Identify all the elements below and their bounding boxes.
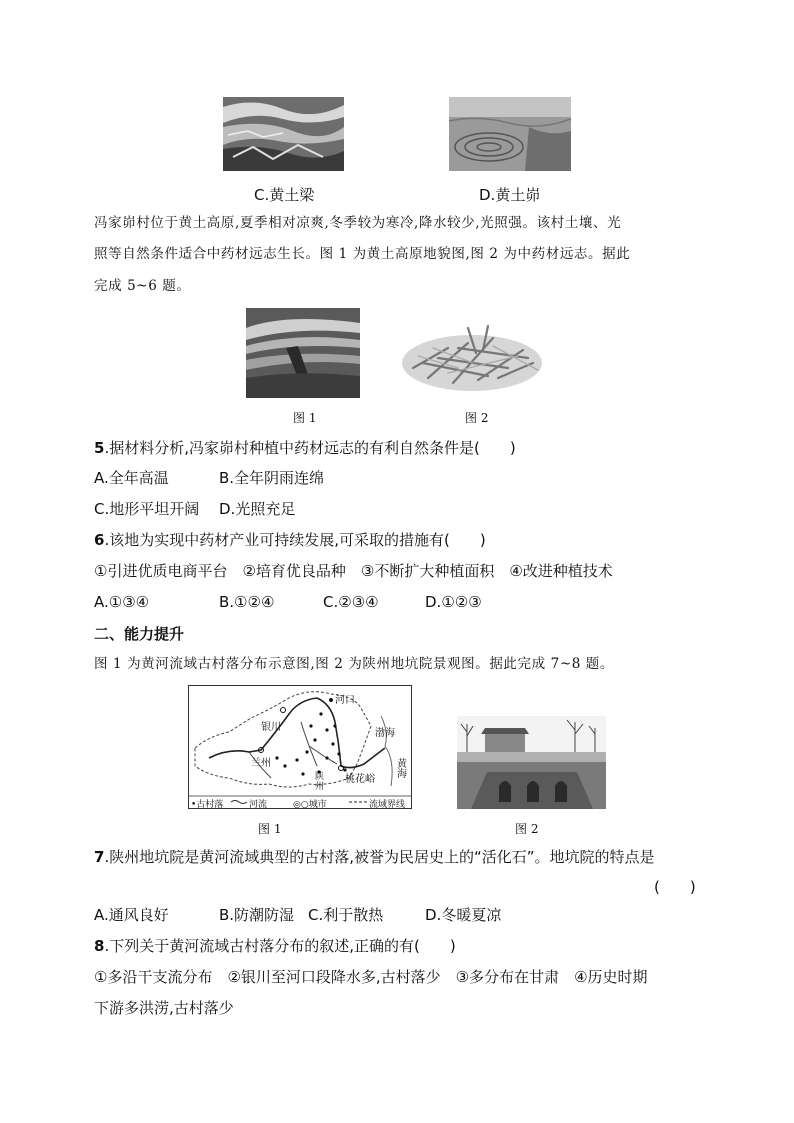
q7-text: .陕州地坑院是黄河流域典型的古村落,被誉为民居史上的“活化石”。地坑院的特点是 (104, 848, 655, 866)
fig1-caption-b: 图 1 (258, 822, 282, 836)
caption-c: C.黄土梁 (254, 186, 315, 204)
q7-option-b: B.防潮防湿 (219, 906, 295, 924)
legend-village: •古村落 (191, 800, 224, 810)
map-label-hekou: 河口 (335, 695, 355, 706)
fig2-caption-b: 图 2 (515, 822, 539, 836)
map-label-taohuayu: 桃花峪 (345, 774, 375, 785)
fig1-caption-a: 图 1 (293, 411, 317, 425)
legend-city: ◎○城市 (293, 800, 327, 810)
intro-line-1: 冯家峁村位于黄土高原,夏季相对凉爽,冬季较为寒冷,降水较少,光照强。该村土壤、光 (94, 215, 622, 231)
photo-yuanzhi-herb (398, 308, 546, 398)
q8-number: 8 (94, 937, 105, 955)
intro-line-3: 完成 5~6 题。 (94, 278, 191, 294)
q7-number: 7 (94, 848, 105, 866)
q8-text: .下列关于黄河流域古村落分布的叙述,正确的有( ) (104, 937, 456, 955)
section-title: 二、能力提升 (94, 625, 185, 643)
q5-option-d: D.光照充足 (219, 500, 296, 518)
q7-option-d: D.冬暖夏凉 (425, 906, 502, 924)
legend-river: 河流 (249, 800, 268, 810)
map-label-bohai: 渤海 (375, 728, 395, 739)
q8-stem (94, 936, 456, 956)
q6-option-b: B.①②④ (219, 593, 275, 611)
q6-option-d: D.①②③ (425, 593, 482, 611)
legend-boundary: 流域界线 (369, 800, 406, 810)
q5-option-b: B.全年阴雨连绵 (219, 469, 325, 487)
map-label-yinchuan: 银川 (261, 722, 281, 733)
q5-number: 5 (94, 439, 105, 457)
caption-d: D.黄土峁 (479, 186, 541, 204)
q5-option-c: C.地形平坦开阔 (94, 500, 200, 518)
q7-stem (94, 847, 655, 867)
photo-pit-courtyard (457, 716, 606, 809)
photo-loess-hill (449, 97, 571, 171)
q7-paren: ( ) (654, 878, 696, 896)
photo-loess-ridge (223, 97, 344, 171)
q6-option-a: A.①③④ (94, 593, 150, 611)
map-label-lanzhou: 兰州 (251, 758, 271, 769)
q5-option-a: A.全年高温 (94, 469, 169, 487)
map-label-huanghai: 黄海 (397, 759, 407, 780)
q5-stem (94, 438, 516, 458)
photo-loess-terraces (246, 308, 360, 398)
intro-2: 图 1 为黄河流域古村落分布示意图,图 2 为陕州地坑院景观图。据此完成 7~8 题。 (94, 656, 615, 672)
q8-items-line1: ①多沿干支流分布 ②银川至河口段降水多,古村落少 ③多分布在甘肃 ④历史时期 (94, 968, 648, 986)
q6-stem (94, 530, 486, 550)
q6-text: .该地为实现中药材产业可持续发展,可采取的措施有( ) (104, 531, 486, 549)
q8-items-line2: 下游多洪涝,古村落少 (94, 999, 234, 1017)
q7-option-c: C.利于散热 (308, 906, 384, 924)
q6-option-c: C.②③④ (323, 593, 379, 611)
q6-number: 6 (94, 531, 105, 549)
q5-text: .据材料分析,冯家峁村种植中药材远志的有利自然条件是( ) (104, 439, 516, 457)
q6-items: ①引进优质电商平台 ②培育优良品种 ③不断扩大种植面积 ④改进种植技术 (94, 562, 613, 580)
map-label-shanzhou: 陕州 (315, 772, 325, 792)
intro-line-2: 照等自然条件适合中药材远志生长。图 1 为黄土高原地貌图,图 2 为中药材远志。据此 (94, 246, 631, 262)
q7-option-a: A.通风良好 (94, 906, 169, 924)
yellow-river-map (188, 685, 412, 809)
fig2-caption-a: 图 2 (465, 411, 489, 425)
